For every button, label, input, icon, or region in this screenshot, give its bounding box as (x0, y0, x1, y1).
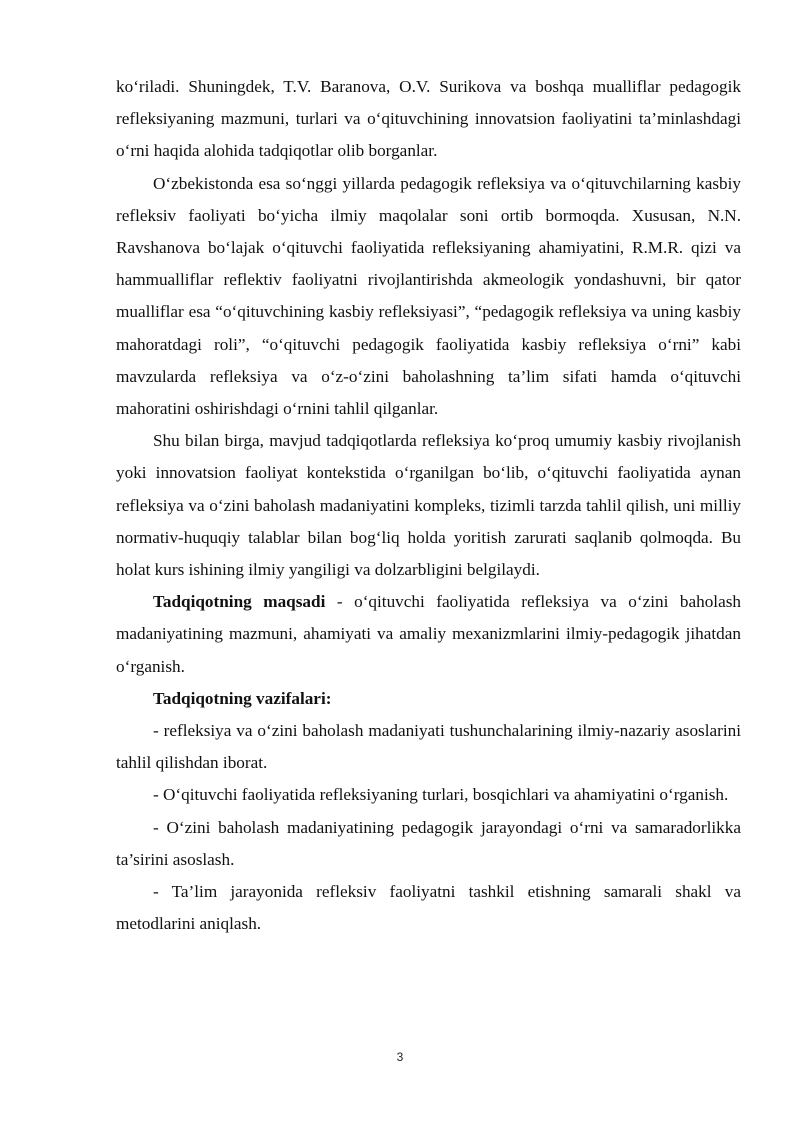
research-tasks-heading: Tadqiqotning vazifalari: (153, 688, 332, 708)
page-number: 3 (396, 1050, 404, 1064)
paragraph-research-gap: Shu bilan birga, mavjud tadqiqotlarda refleksiya ko‘proq umumiy kasbiy rivojlanish yoki innovatsion faoliyat kontekstida o‘rganilgan bo‘lib, o‘qituvchi faoliyatida aynan refleksiya va o‘zini baholash madaniyatini kompleks, tizimli tarzda tahlil qilish, uni milliy normativ-huquqiy talablar bilan bog‘liq holda yoritish zarurati saqlanib qolmoqda. Bu holat kurs ishining ilmiy yangiligi va dolzarbligini belgilaydi. (116, 431, 741, 580)
task-item: - O‘zini baholash madaniyatining pedagogik jarayondagi o‘rni va samaradorlikka ta’sirini asoslash. (116, 817, 741, 869)
research-goal-heading: Tadqiqotning maqsadi (153, 592, 326, 612)
paragraph-uzbekistan-research: O‘zbekistonda esa so‘nggi yillarda pedagogik refleksiya va o‘qituvchilarning kasbiy refleksiv faoliyati bo‘yicha ilmiy maqolalar soni ortib bormoqda. Xususan, N.N. Ravshanova bo‘lajak o‘qituvchi faoliyatida refleksiyaning ahamiyatini, R.M.R. qizi va hammualliflar reflektiv faoliyatni rivojlantirishda akmeologik yondashuvni, bir qator mualliflar esa “o‘qituvchining kasbiy refleksiyasi”, “pedagogik refleksiya va uning kasbiy mahoratdagi roli”, “o‘qituvchi pedagogik faoliyatida kasbiy refleksiya o‘rni” kabi mavzularda refleksiya va o‘z-o‘zini baholashning ta’lim sifati hamda o‘qituvchi mahoratini oshirishdagi o‘rnini tahlil qilganlar. (116, 173, 741, 419)
paragraph-research-tasks-heading (116, 683, 741, 715)
paragraph-research-goal (116, 586, 741, 683)
task-item: - refleksiya va o‘zini baholash madaniyati tushunchalarining ilmiy-nazariy asoslarini tahlil qilishdan iborat. (116, 721, 741, 773)
research-goal-text: - o‘qituvchi faoliyatida refleksiya va o‘zini baholash madaniyatining mazmuni, ahamiyati va amaliy mexanizmlarini ilmiy-pedagogik jihatdan o‘rganish. (116, 592, 741, 676)
task-item: - Ta’lim jarayonida refleksiv faoliyatni tashkil etishning samarali shakl va metodlarini aniqlash. (116, 882, 741, 934)
task-item: - O‘qituvchi faoliyatida refleksiyaning turlari, bosqichlari va ahamiyatini o‘rganish. (153, 785, 729, 805)
paragraph-literature-review: ko‘riladi. Shuningdek, T.V. Baranova, O.V. Surikova va boshqa mualliflar pedagogik refleksiyaning mazmuni, turlari va o‘qituvchining innovatsion faoliyatini ta’minlashdagi o‘rni haqida alohida tadqiqotlar olib borganlar. (116, 77, 741, 161)
document-page (116, 71, 741, 940)
